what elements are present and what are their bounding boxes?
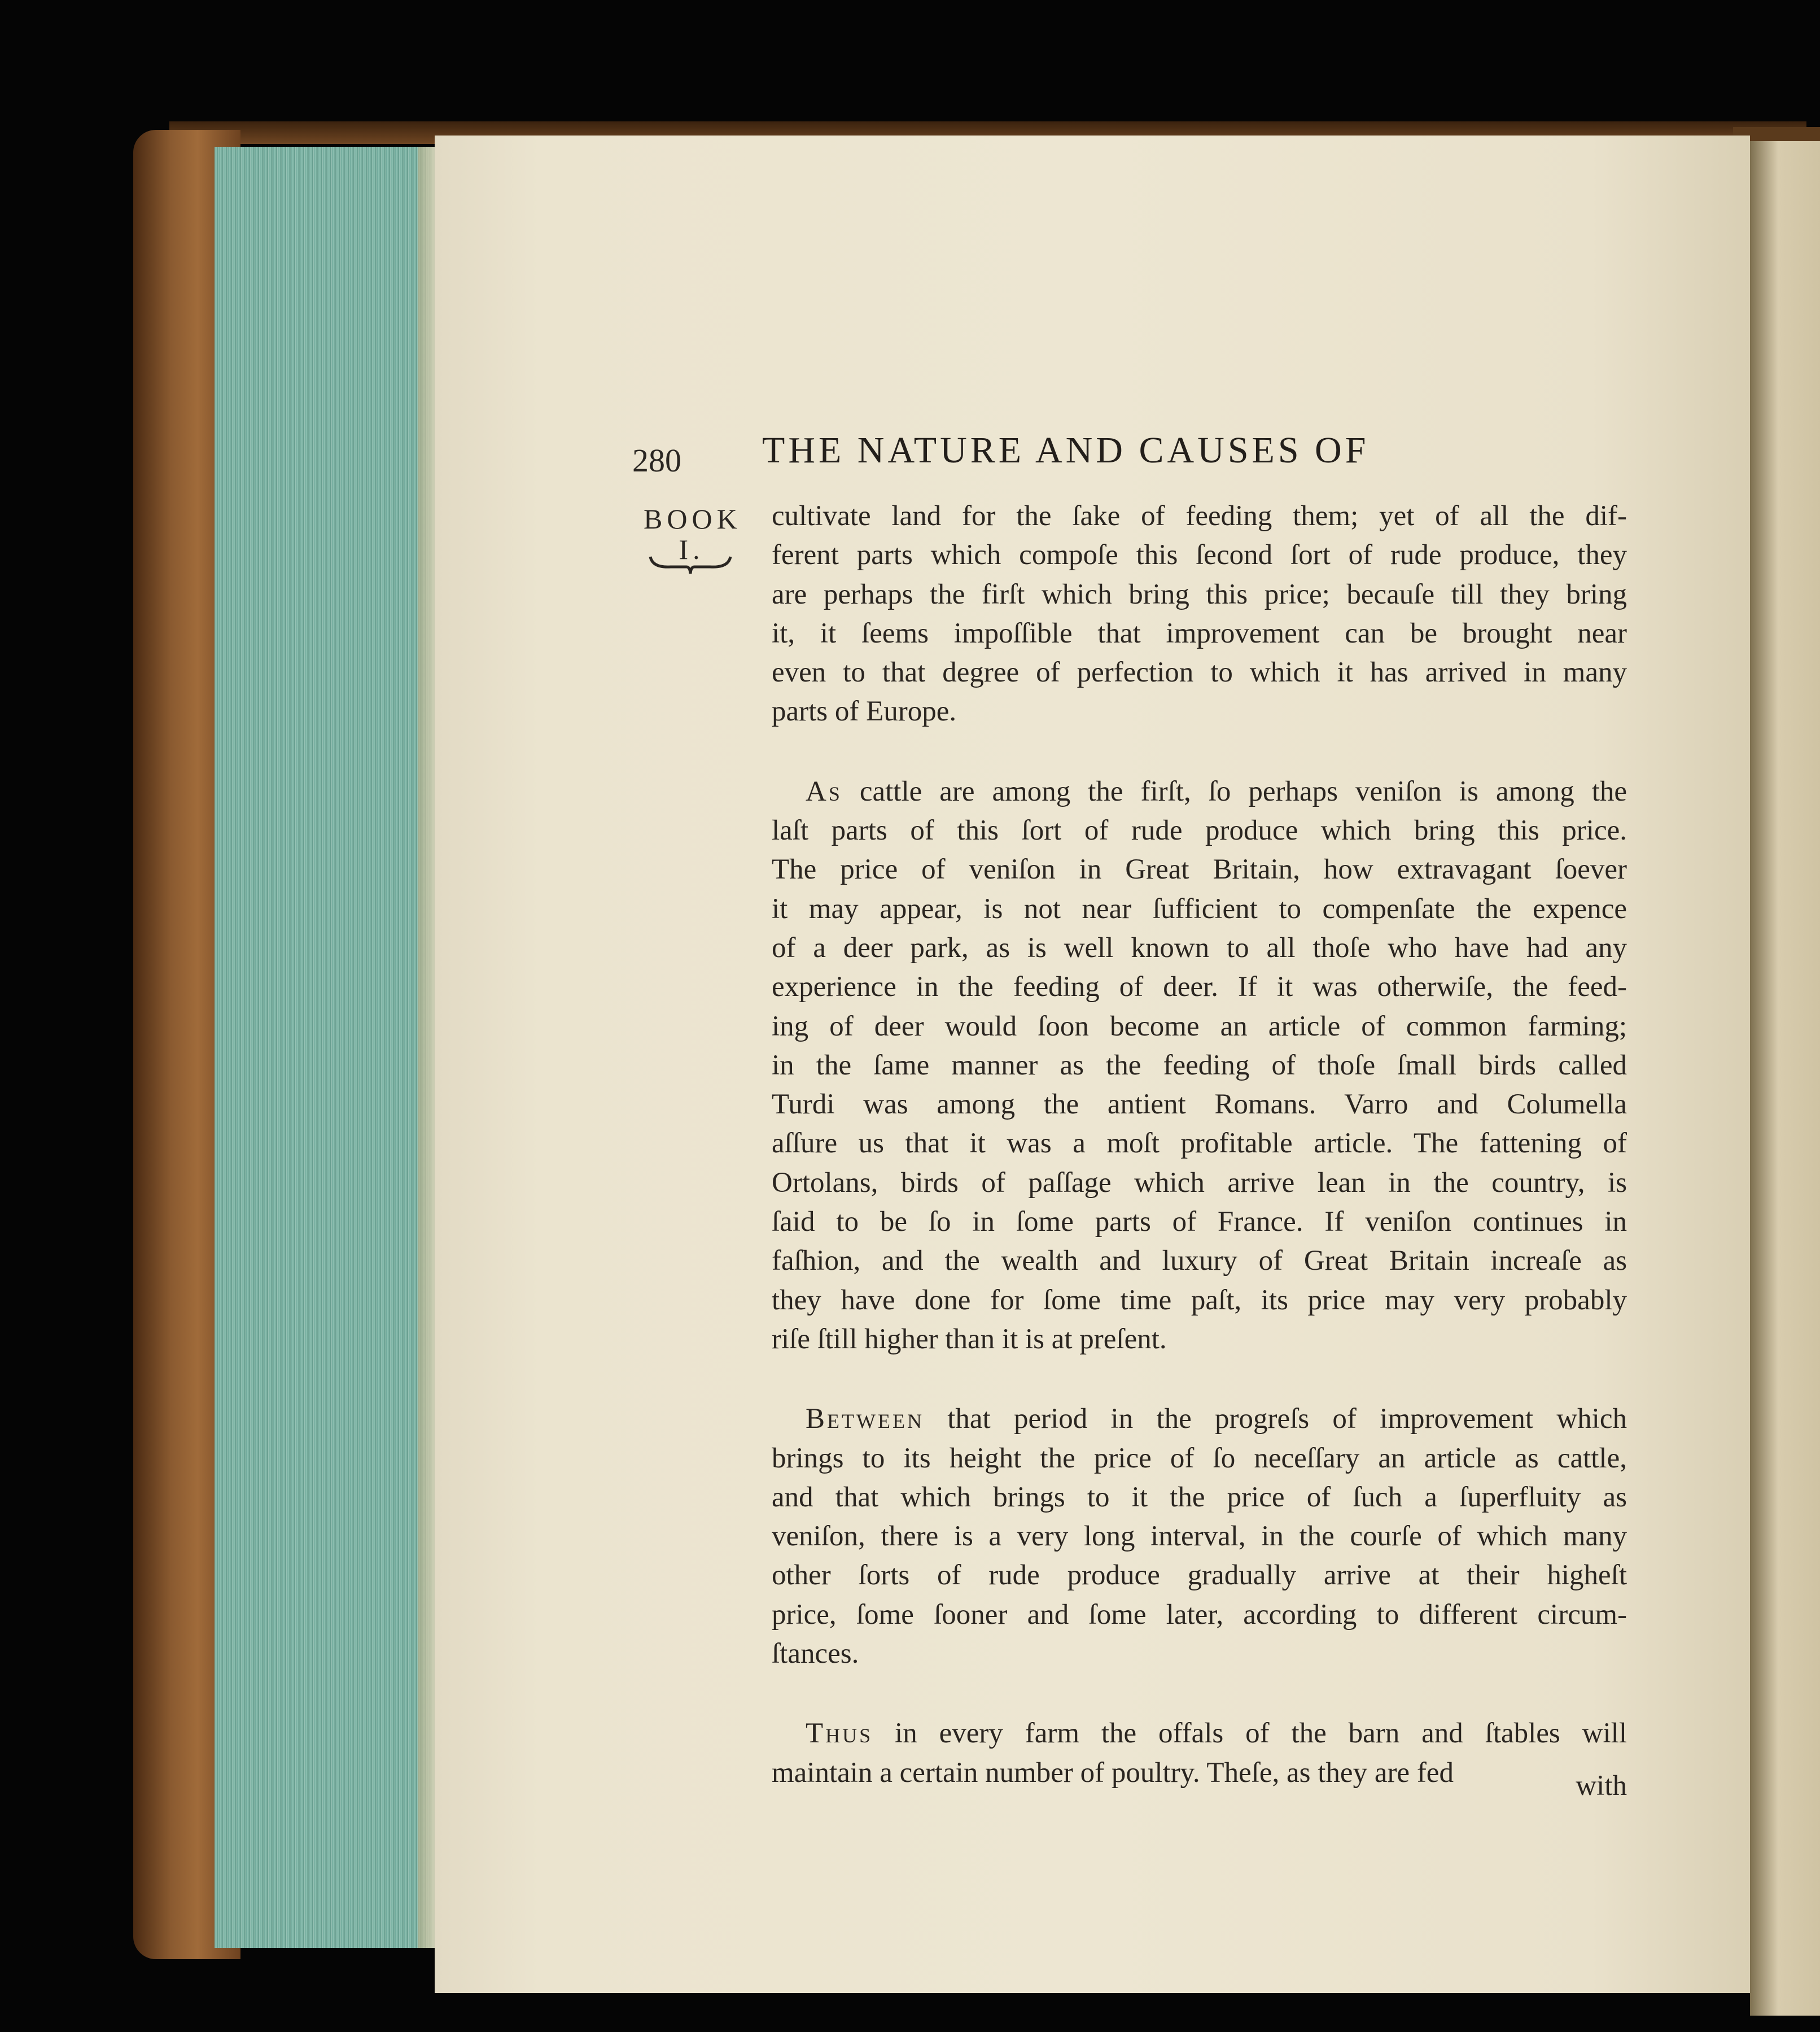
line-text: of a deer park, as is well known to all thoſe who have had any [772, 932, 1627, 964]
text-line [772, 1085, 1627, 1124]
text-line [772, 1124, 1627, 1163]
line-text: experience in the feeding of deer. If it was otherwiſe, the feed- [772, 971, 1627, 1003]
line-text: ſtances. [772, 1638, 859, 1670]
text-line [772, 1714, 1627, 1753]
line-text: other ſorts of rude produce gradually arrive at their higheſt [772, 1559, 1627, 1592]
line-text: and that which brings to it the price of ſuch a ſuperfluity as [772, 1481, 1627, 1513]
paragraph-gap [772, 1673, 1627, 1714]
line-text: that period in the progreſs of improvement which [924, 1403, 1627, 1435]
line-text: even to that degree of perfection to which it has arrived in many [772, 657, 1627, 689]
text-line [772, 1635, 1627, 1673]
catchword: with [1576, 1770, 1627, 1802]
text-line [772, 1320, 1627, 1359]
line-text: maintain a certain number of poultry. Theſe, as they are fed [772, 1756, 1454, 1789]
text-line [772, 1281, 1627, 1320]
line-text: The price of veniſon in Great Britain, how extravagant ſoever [772, 854, 1627, 886]
text-line [772, 890, 1627, 929]
paragraph-lead-word: Between [806, 1403, 924, 1435]
line-text: Ortolans, birds of paſſage which arrive lean in the country, is [772, 1166, 1627, 1199]
text-line [772, 497, 1627, 536]
line-text: they have done for ſome time paſt, its price may very probably [772, 1284, 1627, 1316]
text-line [772, 1517, 1627, 1556]
text-line [772, 575, 1627, 614]
paragraph-lead-word: As [806, 775, 842, 807]
line-text: ing of deer would ſoon become an article of common farming; [772, 1010, 1627, 1042]
text-line [772, 614, 1627, 653]
line-text: faſhion, and the wealth and luxury of Great Britain increaſe as [772, 1245, 1627, 1277]
body-text [772, 497, 1627, 1793]
text-line [772, 811, 1627, 850]
running-title: THE NATURE AND CAUSES OF [762, 430, 1370, 471]
line-text: price, ſome ſooner and ſome later, according to different circum- [772, 1598, 1627, 1631]
line-text: cultivate land for the ſake of feeding them; yet of all the dif- [772, 500, 1627, 532]
page-block-edge [215, 147, 435, 1948]
book-page [435, 136, 1750, 1993]
line-text: laſt parts of this ſort of rude produce which bring this price. [772, 815, 1627, 847]
line-text: it may appear, is not near ſufficient to compenſate the expence [772, 893, 1627, 925]
text-line [772, 1203, 1627, 1242]
text-line [772, 850, 1627, 889]
paragraph-gap [772, 1359, 1627, 1400]
text-line [772, 772, 1627, 811]
line-text: brings to its height the price of ſo neceſſary an article as cattle, [772, 1442, 1627, 1474]
text-line [772, 1046, 1627, 1085]
line-text: are perhaps the firſt which bring this price; becauſe till they bring [772, 578, 1627, 610]
line-text: aſſure us that it was a moſt profitable article. The fattening of [772, 1128, 1627, 1160]
text-line [772, 1242, 1627, 1281]
line-text: Turdi was among the antient Romans. Varro and Columella [772, 1089, 1627, 1121]
line-text: parts of Europe. [772, 696, 957, 728]
text-line [772, 1400, 1627, 1439]
text-line [772, 1596, 1627, 1635]
page-header [435, 429, 1750, 480]
text-line [772, 1754, 1627, 1793]
line-text: veniſon, there is a very long interval, in the courſe of which many [772, 1520, 1627, 1553]
line-text: riſe ſtill higher than it is at preſent. [772, 1323, 1167, 1355]
paragraph-lead-word: Thus [806, 1718, 873, 1750]
text-line [772, 1439, 1627, 1478]
line-text: cattle are among the firſt, ſo perhaps veniſon is among the [842, 775, 1627, 807]
book-label: BOOK [644, 503, 742, 535]
book-number: I. [679, 534, 705, 565]
text-line [772, 653, 1627, 692]
text-line [772, 929, 1627, 968]
line-text: ſaid to be ſo in ſome parts of France. If veniſon continues in [772, 1206, 1627, 1238]
line-text: in the ſame manner as the feeding of thoſe ſmall birds called [772, 1049, 1627, 1081]
text-line [772, 1007, 1627, 1046]
margin-brace-icon [648, 553, 733, 576]
page-number: 280 [632, 442, 681, 479]
text-line [772, 692, 1627, 731]
line-text: it, it ſeems impoſſible that improvement can be brought near [772, 617, 1627, 649]
text-line [772, 968, 1627, 1007]
text-line [772, 1478, 1627, 1517]
text-line [772, 536, 1627, 575]
line-text: in every farm the offals of the barn and ſtables will [873, 1718, 1627, 1750]
facing-page-edge [1750, 141, 1820, 2016]
text-line [772, 1164, 1627, 1203]
line-text: ferent parts which compoſe this ſecond ſort of rude produce, they [772, 539, 1627, 571]
paragraph-gap [772, 732, 1627, 772]
text-line [772, 1556, 1627, 1595]
